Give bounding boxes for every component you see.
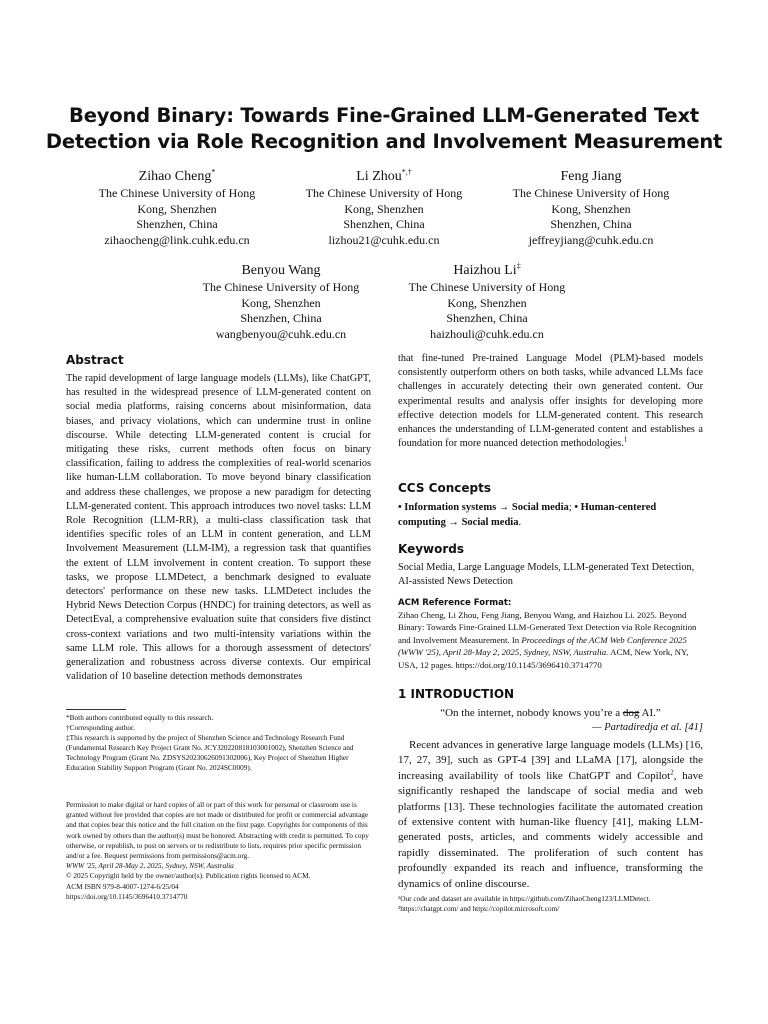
footnote-ref[interactable]: 2 xyxy=(670,768,674,777)
acm-reference-section xyxy=(398,597,703,671)
author-affiliation: Kong, Shenzhen xyxy=(447,295,527,310)
acm-reference-body: Zihao Cheng, Li Zhou, Feng Jiang, Benyou Wang, and Haizhou Li. 2025. Beyond Binary: Towards Fine-Grained LLM-Generated Text Detection via Role Recognition and Involvement Measurement. In Proceedings of the ACM Web Conference 2025 (WWW '25), April 28-May 2, 2025, Sydney, NSW, Australia. ACM, New York, NY, USA, 12 pages. https://doi.org/10.1145/3696410.3714770 xyxy=(398,610,697,670)
footnote-equal-contribution: *Both authors contributed equally to this research. xyxy=(66,713,214,722)
author-email[interactable]: zihaocheng@link.cuhk.edu.cn xyxy=(104,232,250,247)
author-affiliation: Kong, Shenzhen xyxy=(344,201,424,216)
abstract-body-continued: that fine-tuned Pre-trained Language Model (PLM)-based models consistently outperform others on both tasks, while advanced LLMs face challenges in accurately detecting their own generated content. Our experimental results and analysis offer insights for developing more effective detection models for LLM-generated content. This research enhances the understanding of LLM-generated content and establishes a foundation for more nuanced detection methodologies.$^1$ xyxy=(398,353,703,450)
author-affiliation: The Chinese University of Hong xyxy=(512,186,670,200)
permission-block xyxy=(66,800,371,902)
author-location: Shenzhen, China xyxy=(343,217,425,231)
author-affiliation: The Chinese University of Hong xyxy=(202,280,360,294)
author-email[interactable]: jeffreyjiang@cuhk.edu.cn xyxy=(528,232,654,247)
author-name: Haizhou Li‡ xyxy=(453,261,521,278)
footnote-funding: ‡This research is supported by the project of Shenzhen Science and Technology Research Fund (Fundamental Research Key Project Grant No. JCYJ20220818103001002), Shenzhen Science and Technology Program (Grant No. ZDSYS20230626091302006), Key Project of Shenzhen Higher Education Stability Support Program (Grant No. 2024SC0009). xyxy=(66,733,354,772)
author-location: Shenzhen, China xyxy=(136,217,218,231)
author-block xyxy=(382,262,592,342)
author-affiliation: The Chinese University of Hong xyxy=(98,186,256,200)
author-affiliation: Kong, Shenzhen xyxy=(241,295,321,310)
author-block xyxy=(72,168,282,248)
doi-link[interactable]: https://doi.org/10.1145/3696410.3714770 xyxy=(66,891,188,901)
ccs-concepts-section xyxy=(398,480,703,530)
keywords-heading: Keywords xyxy=(398,542,465,556)
author-name: Li Zhou*,† xyxy=(356,167,412,184)
paper-title xyxy=(40,103,728,155)
author-block xyxy=(176,262,386,342)
author-affiliation: Kong, Shenzhen xyxy=(137,201,217,216)
author-footnotes xyxy=(66,709,371,773)
permission-text: Permission to make digital or hard copies of all or part of this work for personal or classroom use is granted without fee provided that copies are not made or distributed for profit or commercial advantage and that copies bear this notice and the full citation on the first page. Copyrights for components of this work owned by others than the author(s) must be honored. Abstracting with credit is permitted. To copy otherwise, or republish, to post on servers or to redistribute to lists, requires prior specific permission and/or a fee. Request permissions from permissions@acm.org. xyxy=(66,800,369,861)
footnote-ref[interactable]: 1 xyxy=(623,435,628,444)
footnote-code-dataset: ¹Our code and dataset are available in https://github.com/ZihaoCheng123/LLMDetect. xyxy=(398,894,651,903)
author-block xyxy=(279,168,489,248)
conference-venue: WWW '25, April 28-May 2, 2025, Sydney, NSW, Australia xyxy=(66,861,234,871)
copyright-notice: © 2025 Copyright held by the owner/author(s). Publication rights licensed to ACM. xyxy=(66,871,311,881)
keywords-section xyxy=(398,541,703,589)
author-location: Shenzhen, China xyxy=(550,217,632,231)
abstract-body: The rapid development of large language models (LLMs), like ChatGPT, has resulted in the widespread presence of LLM-generated content on social media platforms, raising concerns about misinformation, data biases, and privacy violations, which can undermine trust in online discourse. While detecting LLM-generated content is crucial for mitigating these risks, current methods often focus on binary classification, failing to address the complexities of real-world scenarios like human-LLM collaboration. To move beyond binary classification and address these challenges, we propose a new paradigm for detecting LLM-generated content. This approach introduces two novel tasks: LLM Role Recognition (LLM-RR), a multi-class classification task that identifies specific roles of an LLM in content generation, and LLM Involvement Measurement (LLM-IM), a regression task that quantifies the extent of LLM involvement in content creation. To support these tasks, we propose LLMDetect, a benchmark designed to evaluate detectors' performance on these new tasks. LLMDetect includes the Hybrid News Detection Corpus (HNDC) for training detectors, as well as DetectEval, a comprehensive evaluation suite that considers five distinct cross-context variations and two multi-intensity variations within the same LLM role. This allows for a thorough assessment of detectors' generalization and robustness across diverse contexts. Our empirical validation of 10 baseline detection methods demonstrates xyxy=(66,373,371,683)
epigraph-quote: “On the internet, nobody knows you’re a dog AI.” xyxy=(440,707,661,719)
author-affiliation: Kong, Shenzhen xyxy=(551,201,631,216)
author-email[interactable]: lizhou21@cuhk.edu.cn xyxy=(328,232,440,247)
author-name: Benyou Wang xyxy=(241,263,321,278)
footnote-corresponding-author: †Corresponding author. xyxy=(66,723,135,732)
author-block xyxy=(486,168,696,248)
isbn: ACM ISBN 979-8-4007-1274-6/25/04 xyxy=(66,881,179,891)
footnote-rule xyxy=(66,709,126,710)
acm-reference-heading: ACM Reference Format: xyxy=(398,598,512,608)
author-email[interactable]: haizhouli@cuhk.edu.cn xyxy=(430,326,544,341)
title-line-2: Detection via Role Recognition and Involvement Measurement xyxy=(45,130,723,153)
abstract-continued xyxy=(398,352,703,451)
author-affiliation: The Chinese University of Hong xyxy=(305,186,463,200)
right-footnotes xyxy=(398,894,703,914)
introduction-section xyxy=(398,686,703,892)
ccs-body: • Information systems → Social media; • Human-centered computing → Social media. xyxy=(398,502,657,528)
author-name: Feng Jiang xyxy=(560,169,622,184)
author-email[interactable]: wangbenyou@cuhk.edu.cn xyxy=(215,326,347,341)
keywords-body: Social Media, Large Language Models, LLM-generated Text Detection, AI-assisted News Detection xyxy=(398,562,695,588)
abstract-section xyxy=(66,352,371,684)
abstract-heading: Abstract xyxy=(66,353,124,367)
ccs-heading: CCS Concepts xyxy=(398,481,491,495)
author-location: Shenzhen, China xyxy=(240,311,322,325)
title-line-1: Beyond Binary: Towards Fine-Grained LLM-Generated Text xyxy=(69,104,699,127)
introduction-paragraph: Recent advances in generative large language models (LLMs) [16, 17, 27, 39], such as GPT-4 [39] and LLaMA [17], alongside the increasing availability of tools like ChatGPT and Copilot$^2$, have significantly reshaped the landscape of social media and web platforms [13]. These technologies facilitate the automated creation of extensive content with human-like fluency [41], making LLM-generated posts, articles, and comments widely accessible and rapidly disseminated. The proliferation of such content has profoundly expanded its reach and influence, transforming the dynamics of online discourse. xyxy=(398,739,703,890)
author-affiliation: The Chinese University of Hong xyxy=(408,280,566,294)
epigraph-source: — Partadiredja et al. [41] xyxy=(592,722,703,733)
author-name: Zihao Cheng* xyxy=(138,167,216,184)
introduction-heading: 1 INTRODUCTION xyxy=(398,687,515,701)
author-location: Shenzhen, China xyxy=(446,311,528,325)
footnote-tool-links: ²https://chatgpt.com/ and https://copilot.microsoft.com/ xyxy=(398,904,560,913)
